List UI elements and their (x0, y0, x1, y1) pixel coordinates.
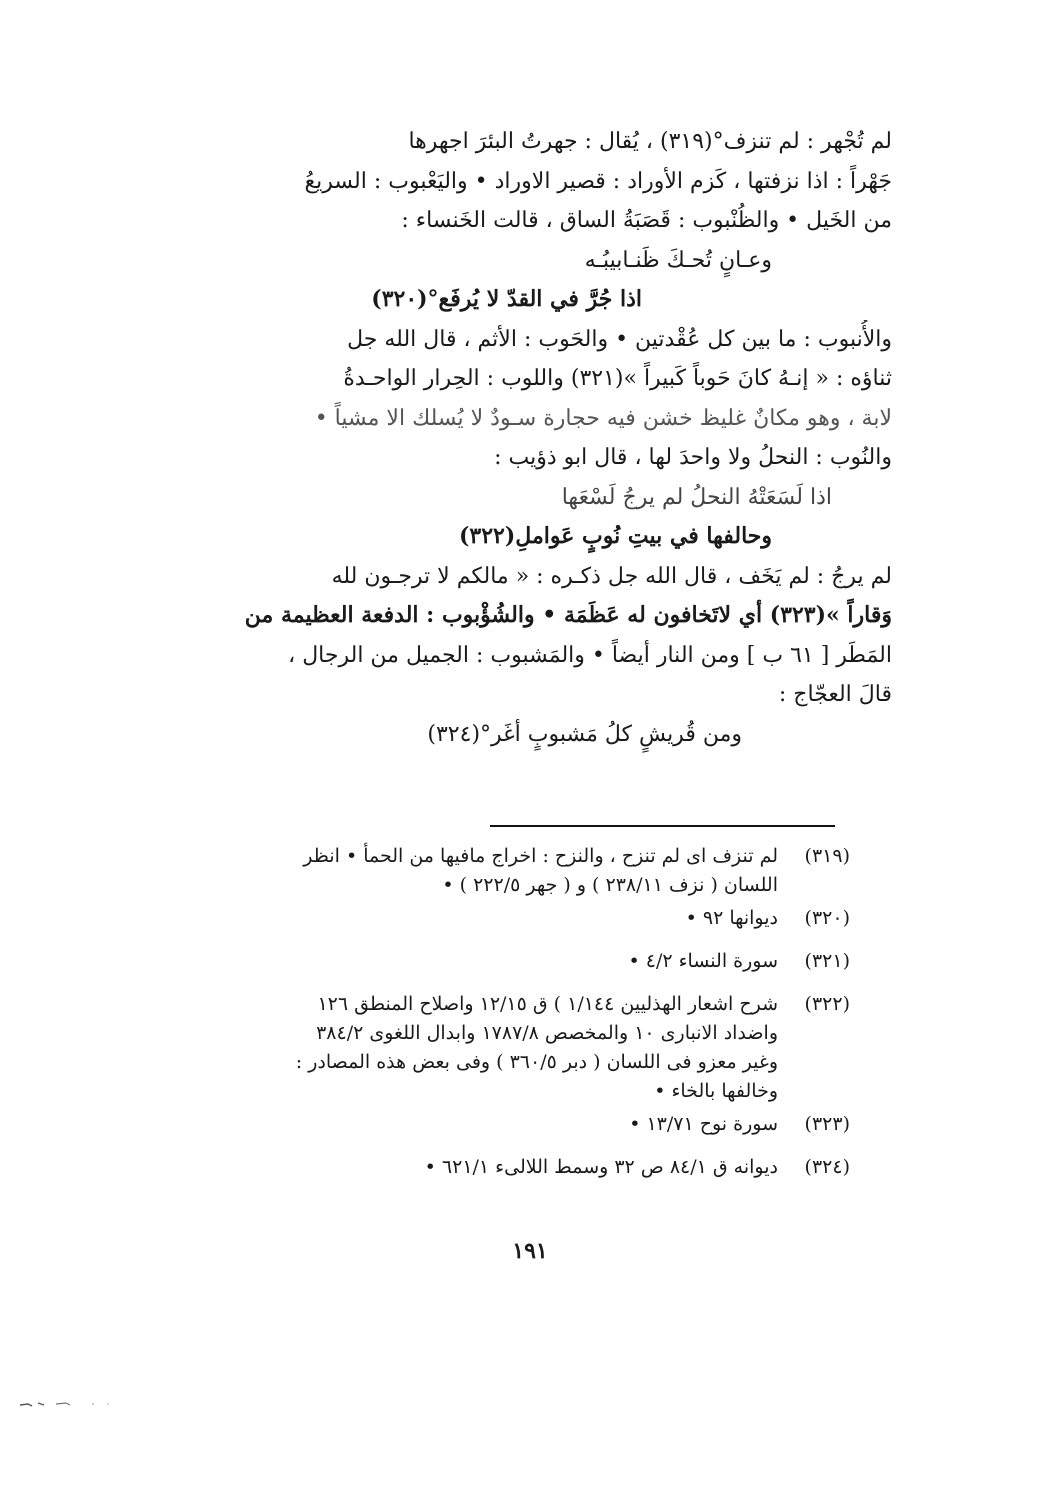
footnotes (190, 842, 850, 1186)
verse-line: اذا لَسَعَتْهُ النحلُ لم يرجُ لَسْعَها (561, 484, 832, 510)
text-line: والنُوب : النحلُ ولا واحدَ لها ، قال ابو ذؤيب : (494, 445, 892, 470)
text-line: ثناؤه : « إنـهُ كانَ حَوباً كَبيراً »(٣٢١) واللوب : الحِرار الواحـدةُ (343, 366, 892, 391)
footnote (190, 947, 850, 976)
text-line: لم تُجْهر : لم تنزف°(٣١٩) ، يُقال : جهرتُ البئرَ اجهرها (408, 129, 892, 154)
footnote-number: (٣٢١) (804, 950, 850, 972)
footnote-number: (٣٢٣) (804, 1113, 850, 1135)
footnote-text: شرح اشعار الهذليين ١/١٤٤ ) ق ١٢/١٥ واصلاح المنطق ١٢٦ واضداد الانبارى ١٠ والمخصص ١٧٨٧/٨ وابدال اللغوى ٣٨٤/٢ وغير معزو فى اللسان ( دبر ٣٦٠/٥ ) وفى بعض هذه المصادر : وخالفها بالخاء • (295, 993, 778, 1102)
footnote-text: ديوانه ق ٨٤/١ ص ٣٢ وسمط اللالىء ٦٢١/١ • (424, 1156, 778, 1178)
footnote (190, 990, 850, 1106)
text-line: قالَ العجّاج : (778, 682, 892, 707)
verse-line: ومن قُريشٍ كلُ مَشبوبٍ أغَر°(٣٢٤) (427, 721, 742, 747)
footnote-number: (٣٢٠) (804, 907, 850, 929)
footnote-divider (490, 825, 835, 827)
verse-line: اذا جُرَّ في القدّ لا يُرفَع°(٣٢٠) (371, 286, 642, 312)
footnote-number: (٣٢٤) (804, 1156, 850, 1178)
text-line: وَقاراً »(٣٢٣) أي لاتَخافون له عَظَمَة • والشُؤْبوب : الدفعة العظيمة من (244, 602, 892, 628)
text-line: جَهْراً : اذا نزفتها ، كَزم الأوراد : قصير الاوراد • واليَعْبوب : السريعُ (304, 168, 892, 194)
verse-line: وعـانٍ تُحـكَ ظَنـابيبُـه (584, 247, 772, 273)
footnote (190, 1153, 850, 1182)
footnote-text: ديوانها ٩٢ • (685, 907, 778, 929)
text-line: من الخَيل • والظُنْبوب : قَصَبَةُ الساق ، قالت الخَنساء : (401, 208, 892, 233)
text-line: المَطَر [ ٦١ ب ] ومن النار أيضاً • والمَشبوب : الجميل من الرجال ، (288, 642, 892, 668)
footnote-text: لم تنزف اى لم تنزح ، والنزح : اخراج مافيها من الحمأ • انظر اللسان ( نزف ٢٣٨/١١ ) و ( جهر ٢٢٢/٥ ) • (303, 845, 778, 896)
text-line: لم يرجُ : لم يَخَف ، قال الله جل ذكـره : « مالكم لا ترجـون لله (331, 563, 892, 589)
text-line: والأُنبوب : ما بين كل عُقْدتين • والحَوب : الأثم ، قال الله جل (347, 326, 892, 352)
footnote-text: سورة النساء ٤/٢ • (628, 950, 778, 972)
footnote-text: سورة نوح ١٣/٧١ • (629, 1113, 778, 1135)
scan-smudge (18, 1396, 138, 1410)
footnote (190, 904, 850, 933)
main-text (160, 122, 892, 754)
footnote (190, 1110, 850, 1139)
verse-line: وحالفها في بيتِ نُوبٍ عَواملِ(٣٢٢) (459, 523, 772, 549)
footnote-number: (٣١٩) (804, 845, 850, 867)
page-number: ١٩١ (512, 1238, 548, 1264)
footnote-number: (٣٢٢) (804, 993, 850, 1015)
footnote (190, 842, 850, 900)
text-line: لابة ، وهو مكانٌ غليظ خشن فيه حجارة سـودٌ لا يُسلك الا مشياً • (314, 405, 892, 431)
